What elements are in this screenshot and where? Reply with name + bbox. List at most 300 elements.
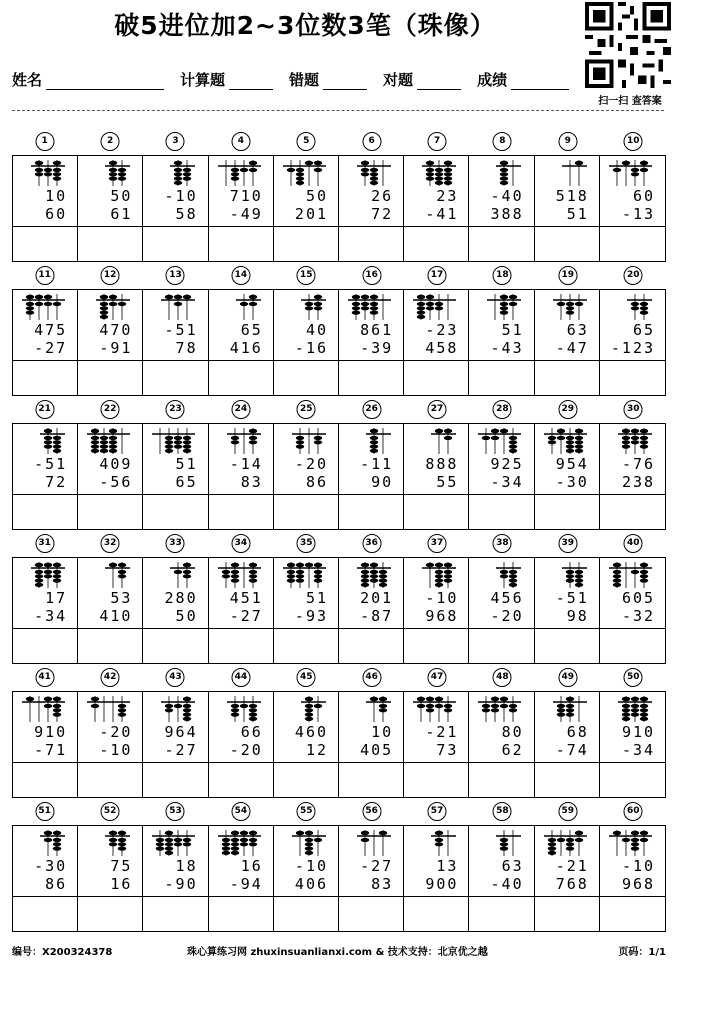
addend-3: 72 [371, 205, 394, 223]
number-row [12, 530, 666, 557]
addend-2: 51 [175, 455, 198, 473]
answer-box[interactable] [600, 897, 665, 931]
worksheet-code: 编号：X200324378 [12, 947, 113, 958]
addend-3: 98 [566, 607, 589, 625]
number-slot [339, 530, 404, 557]
number-slot [274, 530, 339, 557]
problem-number: 25 [297, 400, 316, 419]
problem-number: 13 [166, 266, 185, 285]
number-row [12, 262, 666, 289]
addend-3: -20 [490, 607, 524, 625]
addend-3: 62 [501, 741, 524, 759]
abacus-bead-picture [535, 292, 599, 322]
number-slot [470, 128, 535, 155]
addend-2: -27 [360, 857, 394, 875]
addend-2: 964 [164, 723, 198, 741]
addend-2: 53 [110, 589, 133, 607]
problem-cell [469, 424, 534, 494]
abacus-bead-picture [209, 828, 273, 858]
addend-2: -20 [99, 723, 133, 741]
number-slot [404, 664, 469, 691]
answer-box[interactable] [535, 629, 600, 663]
addend-3: 201 [294, 205, 329, 223]
abacus-bead-picture [339, 560, 403, 590]
number-slot [77, 664, 142, 691]
name-field[interactable] [46, 70, 164, 90]
problem-number: 41 [35, 668, 54, 687]
number-slot [404, 396, 469, 423]
problem-number: 37 [428, 534, 447, 553]
addend-2: 861 [360, 321, 394, 339]
abacus-bead-picture [535, 426, 599, 456]
number-slot [143, 530, 208, 557]
number-slot [601, 128, 666, 155]
addend-3: -27 [229, 607, 263, 625]
addend-2: 280 [164, 589, 198, 607]
addend-2: -51 [34, 455, 68, 473]
problem-number: 10 [624, 132, 643, 151]
answer-row [12, 897, 666, 932]
site-credit: 珠心算练习网 zhuxinsuanlianxi.com & 技术支持：北京优之越 [187, 947, 488, 958]
problem-grid [12, 128, 666, 932]
answer-box[interactable] [469, 763, 534, 797]
problem-number: 40 [624, 534, 643, 553]
answer-box[interactable] [469, 897, 534, 931]
number-slot [274, 664, 339, 691]
answer-box[interactable] [274, 763, 339, 797]
answer-box[interactable] [13, 763, 78, 797]
problem-cell [600, 156, 665, 226]
answer-box[interactable] [13, 495, 78, 529]
addend-2: 13 [436, 857, 459, 875]
problem-cell [78, 826, 143, 896]
answer-row [12, 763, 666, 798]
answer-box[interactable] [274, 227, 339, 261]
answer-box[interactable] [143, 897, 208, 931]
addend-3: 968 [425, 607, 459, 625]
addend-2: 63 [566, 321, 589, 339]
number-slot [470, 396, 535, 423]
problem-cell [274, 558, 339, 628]
number-row [12, 128, 666, 155]
answer-box[interactable] [209, 361, 274, 395]
problem-cell [143, 692, 208, 762]
abacus-bead-picture [143, 426, 207, 456]
addend-2: 10 [371, 723, 394, 741]
problem-cell [339, 558, 404, 628]
answer-box[interactable] [600, 763, 665, 797]
addend-2: 475 [34, 321, 68, 339]
addend-3: 78 [175, 339, 198, 357]
abacus-bead-picture [78, 828, 142, 858]
abacus-bead-picture [78, 158, 142, 188]
answer-box[interactable] [274, 495, 339, 529]
addend-2: 80 [501, 723, 524, 741]
addend-2: -40 [490, 187, 524, 205]
addend-3: -34 [34, 607, 68, 625]
abacus-bead-picture [143, 828, 207, 858]
problem-number: 24 [231, 400, 250, 419]
problem-cell [535, 290, 600, 360]
problem-number: 48 [493, 668, 512, 687]
problem-cell [600, 290, 665, 360]
problem-number: 55 [297, 802, 316, 821]
addend-3: 410 [99, 607, 133, 625]
answer-box[interactable] [469, 495, 534, 529]
problem-cell [274, 290, 339, 360]
answer-box[interactable] [143, 629, 208, 663]
addend-3: 55 [436, 473, 459, 491]
answer-box[interactable] [339, 361, 404, 395]
addend-2: 75 [110, 857, 133, 875]
number-slot [601, 396, 666, 423]
answer-box[interactable] [143, 361, 208, 395]
addend-3: 12 [305, 741, 329, 759]
number-slot [601, 262, 666, 289]
problem-number: 58 [493, 802, 512, 821]
addend-3: -10 [99, 741, 133, 759]
problem-number: 45 [297, 668, 316, 687]
number-slot [77, 128, 142, 155]
problem-number: 33 [166, 534, 185, 553]
addend-2: 470 [99, 321, 133, 339]
answer-box[interactable] [404, 897, 469, 931]
answer-box[interactable] [78, 495, 143, 529]
number-slot [143, 664, 208, 691]
answer-box[interactable] [143, 227, 208, 261]
problem-cell [535, 558, 600, 628]
number-slot [274, 798, 339, 825]
number-slot [12, 530, 77, 557]
addend-3: 72 [45, 473, 68, 491]
answer-row [12, 495, 666, 530]
problem-block [12, 128, 666, 262]
answer-box[interactable] [535, 227, 600, 261]
wrong-label: 错题 [289, 71, 320, 89]
addend-2: 409 [99, 455, 133, 473]
answer-box[interactable] [469, 227, 534, 261]
addend-2: 50 [305, 187, 329, 205]
number-slot [274, 262, 339, 289]
addend-2: 710 [229, 187, 263, 205]
number-slot [535, 396, 600, 423]
answer-box[interactable] [404, 361, 469, 395]
addend-3: 968 [621, 875, 656, 893]
abacus-bead-picture [13, 426, 77, 456]
addend-2: 68 [566, 723, 589, 741]
answer-row [12, 629, 666, 664]
answer-box[interactable] [404, 763, 469, 797]
addend-2: 17 [45, 589, 68, 607]
answer-box[interactable] [339, 763, 404, 797]
problem-cell [469, 692, 534, 762]
problem-number: 47 [428, 668, 447, 687]
answer-box[interactable] [535, 361, 600, 395]
problem-number: 36 [362, 534, 381, 553]
number-slot [470, 664, 535, 691]
addend-2: 954 [555, 455, 589, 473]
problem-number: 15 [297, 266, 316, 285]
number-slot [404, 798, 469, 825]
problem-cell [13, 290, 78, 360]
abacus-bead-picture [274, 426, 338, 456]
answer-box[interactable] [600, 227, 665, 261]
abacus-bead-picture [404, 426, 468, 456]
problem-cell [78, 558, 143, 628]
answer-box[interactable] [535, 897, 600, 931]
answer-box[interactable] [404, 227, 469, 261]
problem-cell [274, 424, 339, 494]
name-label: 姓名 [12, 71, 43, 89]
answer-box[interactable] [339, 227, 404, 261]
abacus-bead-picture [78, 694, 142, 724]
abacus-bead-picture [13, 292, 77, 322]
addend-2: 925 [490, 455, 524, 473]
problem-number: 27 [428, 400, 447, 419]
problem-number: 54 [231, 802, 250, 821]
addend-3: 768 [555, 875, 589, 893]
addend-2: 910 [34, 723, 68, 741]
qr-code [585, 2, 671, 88]
addend-3: 86 [305, 473, 329, 491]
addend-3: -71 [34, 741, 68, 759]
number-slot [208, 128, 273, 155]
problem-cell [469, 290, 534, 360]
addend-3: 416 [229, 339, 263, 357]
addend-3: -43 [490, 339, 524, 357]
answer-box[interactable] [78, 763, 143, 797]
number-slot [535, 262, 600, 289]
problem-cell [78, 290, 143, 360]
number-slot [12, 396, 77, 423]
addend-3: -94 [229, 875, 263, 893]
addend-2: -10 [621, 857, 656, 875]
number-slot [535, 798, 600, 825]
abacus-bead-picture [600, 828, 664, 858]
problem-number: 1 [35, 132, 54, 151]
score-field[interactable] [511, 70, 569, 90]
answer-box[interactable] [209, 897, 274, 931]
cut-line [12, 110, 664, 111]
answer-box[interactable] [78, 629, 143, 663]
abacus-bead-picture [78, 560, 142, 590]
addend-3: -27 [34, 339, 68, 357]
problem-cell [600, 692, 665, 762]
answer-box[interactable] [404, 495, 469, 529]
number-slot [535, 128, 600, 155]
answer-box[interactable] [339, 897, 404, 931]
addend-3: -90 [164, 875, 198, 893]
abacus-bead-picture [535, 828, 599, 858]
addend-3: 405 [360, 741, 394, 759]
addend-3: -49 [229, 205, 263, 223]
answer-box[interactable] [13, 629, 78, 663]
question-row [12, 691, 666, 763]
problem-cell [469, 156, 534, 226]
number-slot [208, 664, 273, 691]
problem-cell [78, 692, 143, 762]
abacus-bead-picture [600, 560, 664, 590]
problem-cell [143, 424, 208, 494]
problem-cell [404, 156, 469, 226]
answer-box[interactable] [143, 763, 208, 797]
wrong-field[interactable] [323, 70, 367, 90]
problem-cell [404, 826, 469, 896]
addend-2: 460 [294, 723, 329, 741]
number-slot [339, 396, 404, 423]
addend-3: -34 [621, 741, 656, 759]
addend-2: -20 [294, 455, 329, 473]
answer-box[interactable] [339, 629, 404, 663]
addend-3: 51 [566, 205, 589, 223]
problem-number: 20 [624, 266, 643, 285]
number-row [12, 396, 666, 423]
problem-cell [13, 558, 78, 628]
answer-box[interactable] [274, 897, 339, 931]
problem-number: 56 [362, 802, 381, 821]
problem-number: 6 [362, 132, 381, 151]
answer-box[interactable] [209, 227, 274, 261]
abacus-bead-picture [600, 694, 664, 724]
total-field[interactable] [229, 70, 273, 90]
answer-box[interactable] [535, 763, 600, 797]
answer-box[interactable] [209, 763, 274, 797]
problem-number: 44 [231, 668, 250, 687]
answer-box[interactable] [78, 897, 143, 931]
problem-cell [404, 558, 469, 628]
abacus-bead-picture [274, 560, 338, 590]
addend-3: 50 [175, 607, 198, 625]
abacus-bead-picture [535, 560, 599, 590]
right-field[interactable] [417, 70, 461, 90]
answer-box[interactable] [469, 361, 534, 395]
problem-cell [209, 692, 274, 762]
abacus-bead-picture [143, 694, 207, 724]
number-slot [208, 798, 273, 825]
abacus-bead-picture [339, 426, 403, 456]
abacus-bead-picture [209, 158, 273, 188]
problem-number: 11 [35, 266, 54, 285]
addend-2: -30 [34, 857, 68, 875]
abacus-bead-picture [535, 158, 599, 188]
problem-number: 18 [493, 266, 512, 285]
addend-2: 60 [632, 187, 656, 205]
answer-box[interactable] [600, 495, 665, 529]
problem-number: 23 [166, 400, 185, 419]
number-slot [208, 530, 273, 557]
problem-number: 28 [493, 400, 512, 419]
number-slot [143, 396, 208, 423]
problem-number: 49 [558, 668, 577, 687]
addend-3: 388 [490, 205, 524, 223]
addend-2: 51 [501, 321, 524, 339]
problem-cell [143, 290, 208, 360]
abacus-bead-picture [209, 560, 273, 590]
abacus-bead-picture [469, 560, 533, 590]
problem-number: 32 [101, 534, 120, 553]
answer-box[interactable] [535, 495, 600, 529]
problem-number: 60 [624, 802, 643, 821]
addend-2: -11 [360, 455, 394, 473]
problem-cell [535, 424, 600, 494]
problem-number: 57 [428, 802, 447, 821]
answer-box[interactable] [404, 629, 469, 663]
answer-box[interactable] [469, 629, 534, 663]
abacus-bead-picture [274, 158, 338, 188]
addend-2: -21 [425, 723, 459, 741]
problem-number: 43 [166, 668, 185, 687]
number-slot [77, 262, 142, 289]
addend-3: -27 [164, 741, 198, 759]
abacus-bead-picture [78, 292, 142, 322]
problem-cell [535, 156, 600, 226]
answer-box[interactable] [13, 361, 78, 395]
answer-box[interactable] [600, 361, 665, 395]
total-label: 计算题 [180, 71, 226, 89]
addend-3: 900 [425, 875, 459, 893]
problem-number: 7 [428, 132, 447, 151]
problem-block [12, 530, 666, 664]
number-slot [535, 664, 600, 691]
addend-2: 40 [305, 321, 329, 339]
abacus-bead-picture [274, 694, 338, 724]
answer-box[interactable] [209, 629, 274, 663]
addend-2: 51 [305, 589, 329, 607]
answer-box[interactable] [209, 495, 274, 529]
problem-cell [339, 692, 404, 762]
number-slot [339, 262, 404, 289]
number-slot [274, 396, 339, 423]
answer-box[interactable] [274, 361, 339, 395]
abacus-bead-picture [469, 158, 533, 188]
addend-3: -93 [294, 607, 329, 625]
number-slot [208, 396, 273, 423]
problem-cell [209, 424, 274, 494]
abacus-bead-picture [600, 426, 664, 456]
addend-2: 888 [425, 455, 459, 473]
problem-number: 50 [624, 668, 643, 687]
addend-2: -51 [555, 589, 589, 607]
problem-cell [209, 290, 274, 360]
problem-cell [404, 424, 469, 494]
number-slot [12, 798, 77, 825]
problem-cell [209, 558, 274, 628]
number-row [12, 664, 666, 691]
problem-cell [339, 424, 404, 494]
answer-box[interactable] [78, 361, 143, 395]
problem-cell [339, 156, 404, 226]
addend-2: 66 [240, 723, 263, 741]
problem-number: 59 [558, 802, 577, 821]
answer-box[interactable] [339, 495, 404, 529]
answer-box[interactable] [13, 227, 78, 261]
answer-box[interactable] [143, 495, 208, 529]
answer-row [12, 361, 666, 396]
problem-number: 21 [35, 400, 54, 419]
answer-box[interactable] [78, 227, 143, 261]
problem-number: 9 [558, 132, 577, 151]
answer-box[interactable] [600, 629, 665, 663]
problem-cell [274, 826, 339, 896]
abacus-bead-picture [209, 694, 273, 724]
problem-cell [143, 156, 208, 226]
answer-box[interactable] [274, 629, 339, 663]
problem-number: 12 [101, 266, 120, 285]
addend-3: 83 [371, 875, 394, 893]
addend-3: -87 [360, 607, 394, 625]
answer-box[interactable] [13, 897, 78, 931]
addend-2: 63 [501, 857, 524, 875]
